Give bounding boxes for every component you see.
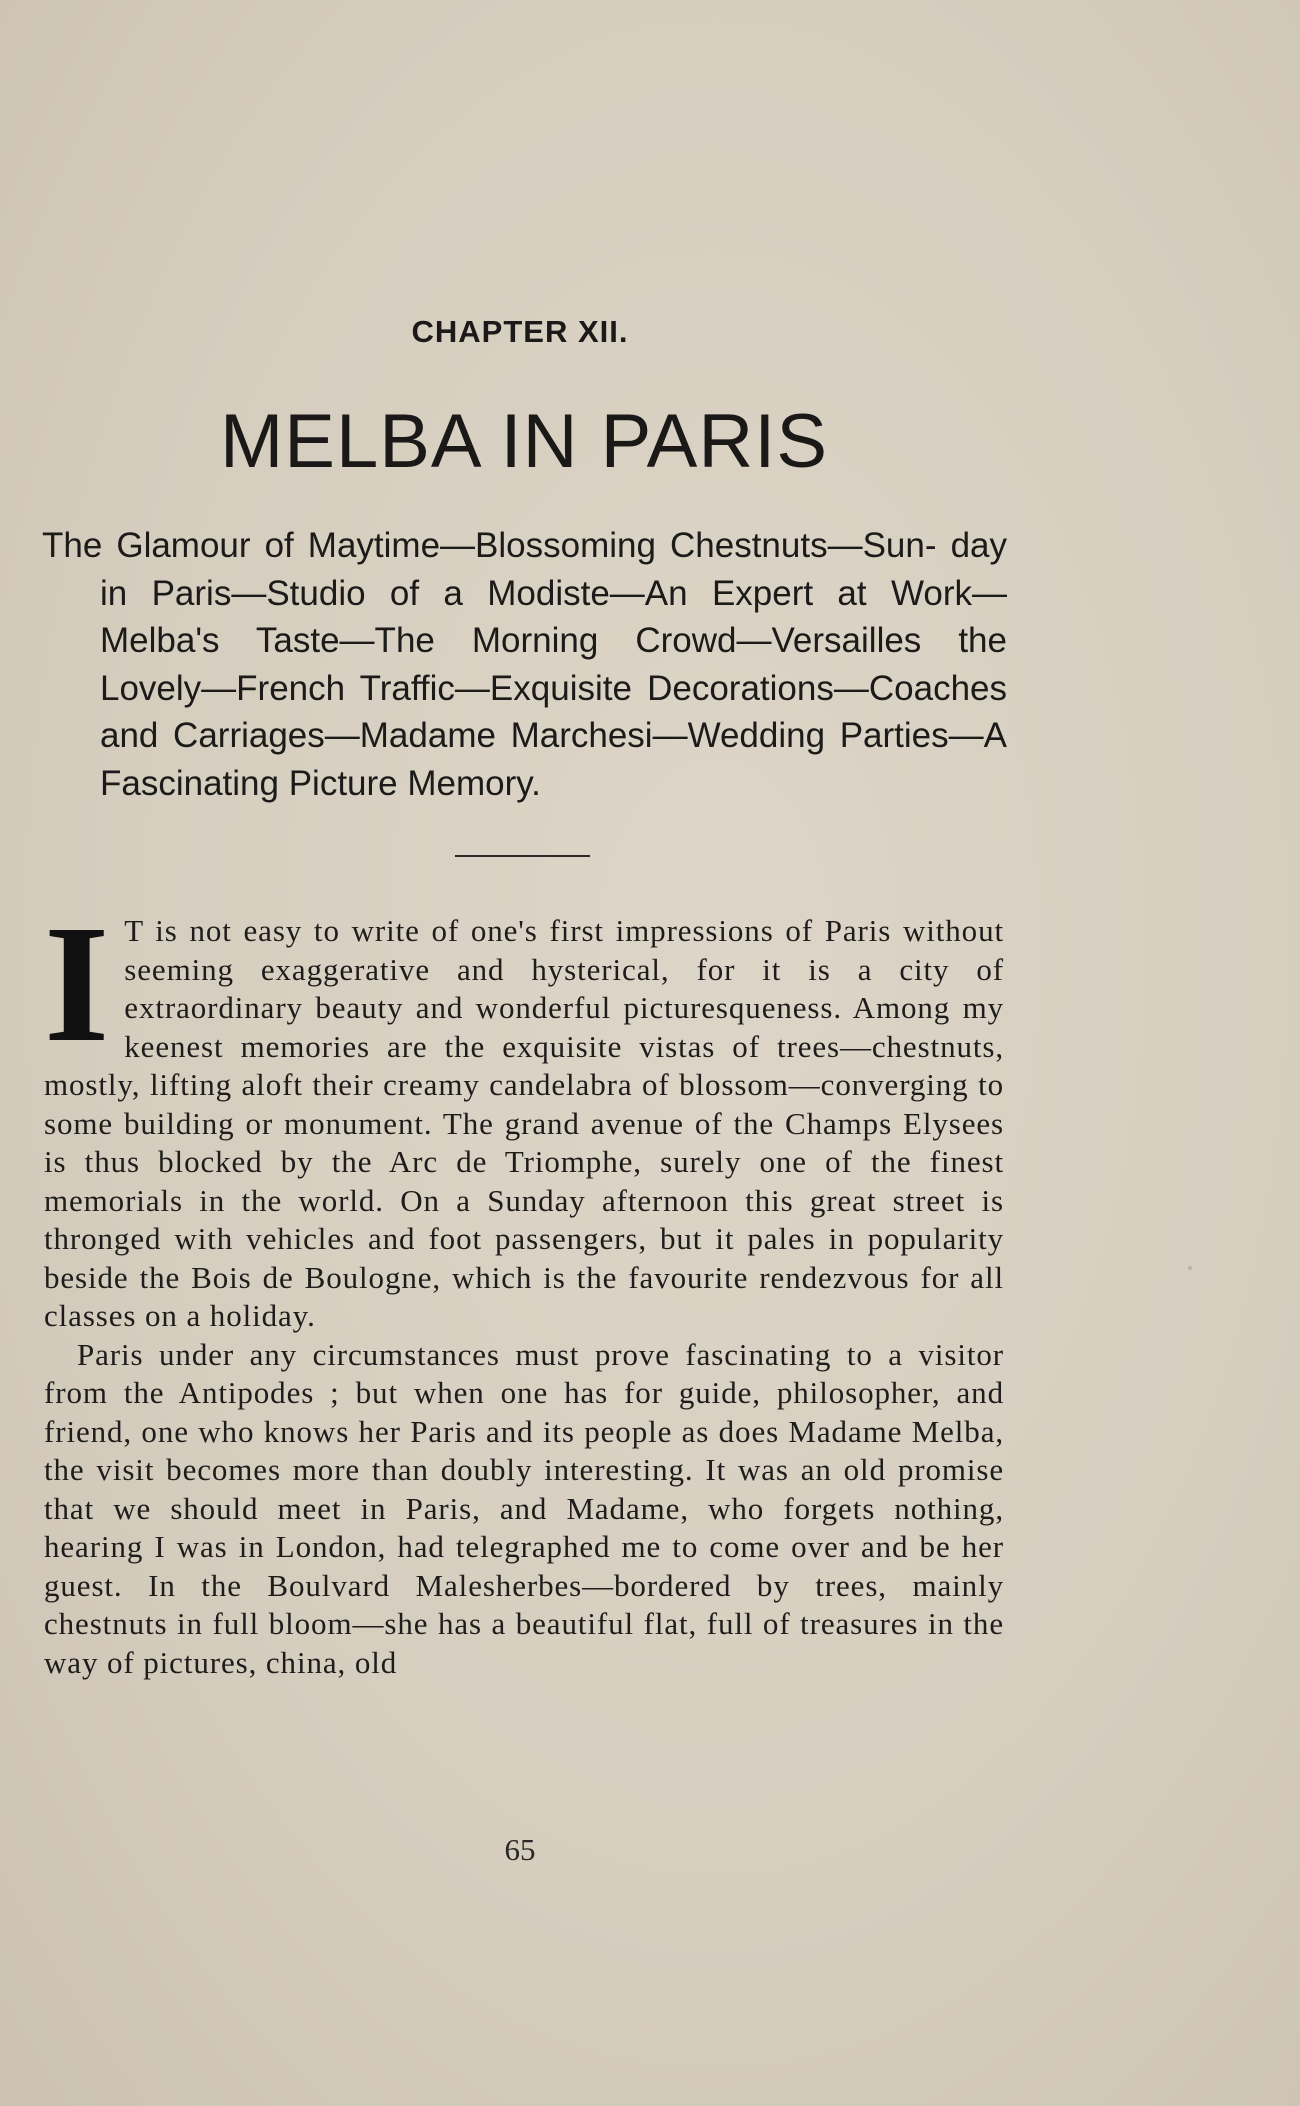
chapter-label: CHAPTER XII. [411, 314, 629, 349]
section-divider-rule [455, 855, 590, 857]
synopsis-first-line: The Glamour of Maytime—Blossoming Chestnuts—Sun- [42, 526, 937, 565]
paragraph-1 [44, 891, 1004, 1336]
chapter-synopsis [42, 522, 1007, 807]
chapter-body [44, 891, 1004, 1682]
paragraph-1-text: T is not easy to write of one's first impressions of Paris without seeming exaggerative and hysterical, for it is a city of extraordinary beauty and wonderful picturesqueness. Among my keenest memories are the exquisite vistas of trees—chestnuts, mostly, lifting aloft their creamy candelabra of blossom—converging to some building or monument. The grand avenue of the Champs Elysees is thus blocked by the Arc de Triomphe, surely one of the finest memorials in the world. On a Sunday afternoon this great street is thronged with vehicles and foot passengers, but it pales in popularity beside the Bois de Boulogne, which is the favourite rendezvous for all classes on a holiday. [44, 913, 1004, 1333]
synopsis-rest: day in Paris—Studio of a Modiste—An Expert at Work—Melba's Taste—The Morning Crowd—Versailles the Lovely—French Traffic—Exquisite Decorations—Coaches and Carriages—Madame Marchesi—Wedding Parties—A Fascinating Picture Memory. [100, 526, 1007, 803]
paragraph-2: Paris under any circumstances must prove fascinating to a visitor from the Antipodes ; but when one has for guide, philosopher, and friend, one who knows her Paris and its people as does Madame Melba, the visit becomes more than doubly interesting. It was an old promise that we should meet in Paris, and Madame, who forgets nothing, hearing I was in London, had telegraphed me to come over and be her guest. In the Boulvard Malesherbes—bordered by trees, mainly chestnuts in full bloom—she has a beautiful flat, full of treasures in the way of pictures, china, old [44, 1336, 1004, 1680]
chapter-title: MELBA IN PARIS [219, 399, 829, 484]
drop-cap: I [44, 891, 111, 1077]
page-number: 65 [504, 1832, 536, 1867]
paper-speck [1188, 1266, 1192, 1270]
